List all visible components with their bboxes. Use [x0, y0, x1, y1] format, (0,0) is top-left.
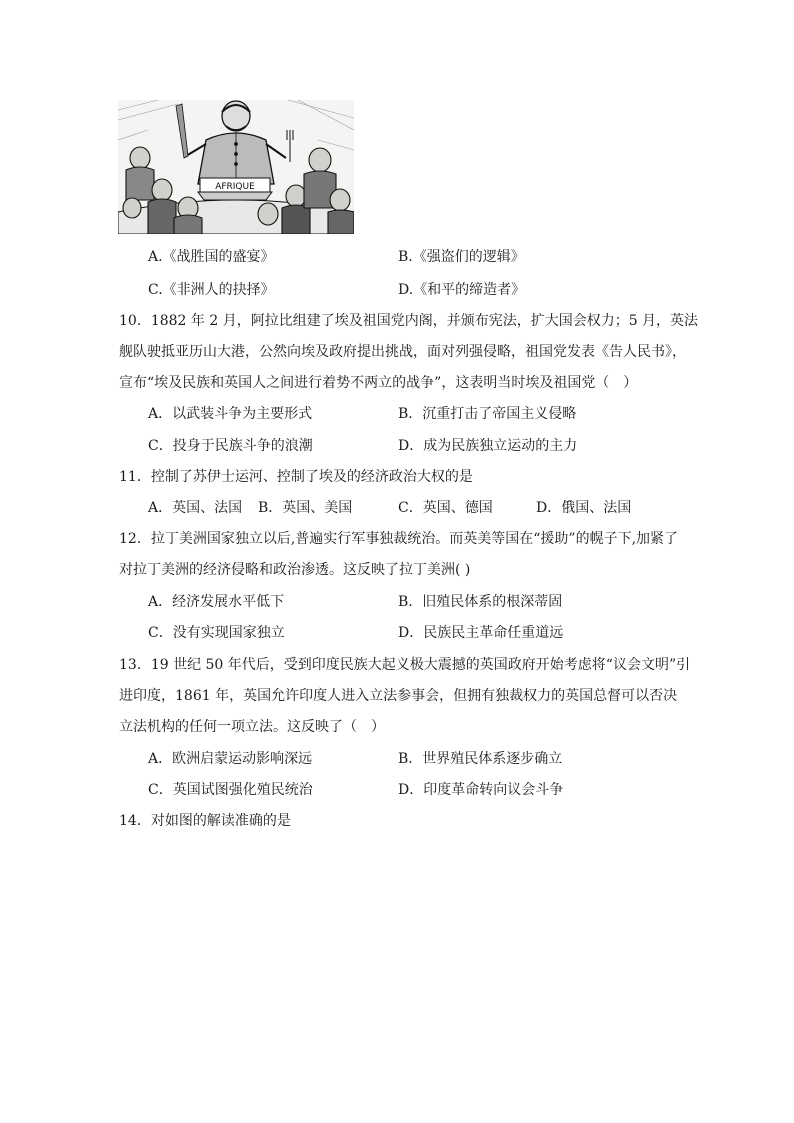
q10-option-b: B．沉重打击了帝国主义侵略 [398, 406, 577, 422]
q12-option-d: D．民族民主革命任重道远 [398, 625, 564, 641]
q10-option-c: C．投身于民族斗争的浪潮 [148, 438, 313, 454]
q12-option-c: C．没有实现国家独立 [148, 625, 285, 641]
q11-option-a: A．英国、法国 [148, 500, 243, 516]
q13-stem-line-2: 进印度，1861 年，英国允许印度人进入立法参事会，但拥有独裁权力的英国总督可以否决 [119, 688, 678, 704]
q9-option-b: B.《强盗们的逻辑》 [398, 249, 525, 265]
q12-stem-line-1: 12．拉丁美洲国家独立以后,普遍实行军事独裁统治。而英美等国在“援助”的幌子下,加紧了 [119, 531, 679, 547]
q12-option-a: A．经济发展水平低下 [148, 594, 285, 610]
q10-option-d: D．成为民族独立运动的主力 [398, 438, 578, 454]
q9-option-d: D.《和平的缔造者》 [398, 282, 526, 298]
q13-option-d: D．印度革命转向议会斗争 [398, 782, 564, 798]
q13-option-a: A．欧洲启蒙运动影响深远 [148, 751, 313, 767]
q13-stem-line-3: 立法机构的任何一项立法。这反映了（ ） [119, 719, 385, 735]
q13-option-c: C．英国试图强化殖民统治 [148, 782, 313, 798]
q11-option-c: C．英国、德国 [398, 500, 493, 516]
q13-stem-line-1: 13．19 世纪 50 年代后，受到印度民族大起义极大震撼的英国政府开始考虑将“议会文明”引 [119, 657, 691, 673]
q10-stem-line-3: 宣布“埃及民族和英国人之间进行着势不两立的战争”，这表明当时埃及祖国党（ ） [119, 375, 638, 391]
q10-stem-line-1: 10．1882 年 2 月，阿拉比组建了埃及祖国党内阁，并颁布宪法，扩大国会权力；5 月，英法 [119, 313, 699, 329]
q12-stem-line-2: 对拉丁美洲的经济侵略和政治渗透。这反映了拉丁美洲( ) [119, 562, 471, 578]
q11-stem: 11．控制了苏伊士运河、控制了埃及的经济政治大权的是 [119, 469, 473, 485]
colonial-cartoon-image [118, 100, 354, 234]
q11-option-d: D．俄国、法国 [536, 500, 632, 516]
q11-option-b: B．英国、美国 [258, 500, 353, 516]
q10-stem-line-2: 舰队驶抵亚历山大港，公然向埃及政府提出挑战，面对列强侵略，祖国党发表《告人民书》， [119, 344, 686, 360]
q13-option-b: B．世界殖民体系逐步确立 [398, 751, 563, 767]
q9-option-c: C.《非洲人的抉择》 [148, 282, 275, 298]
q9-option-a: A.《战胜国的盛宴》 [148, 249, 275, 265]
q14-stem: 14．对如图的解读准确的是 [119, 813, 291, 829]
q10-option-a: A．以武装斗争为主要形式 [148, 406, 313, 422]
q12-option-b: B．旧殖民体系的根深蒂固 [398, 594, 563, 610]
cake-label: AFRIQUE [215, 182, 255, 192]
